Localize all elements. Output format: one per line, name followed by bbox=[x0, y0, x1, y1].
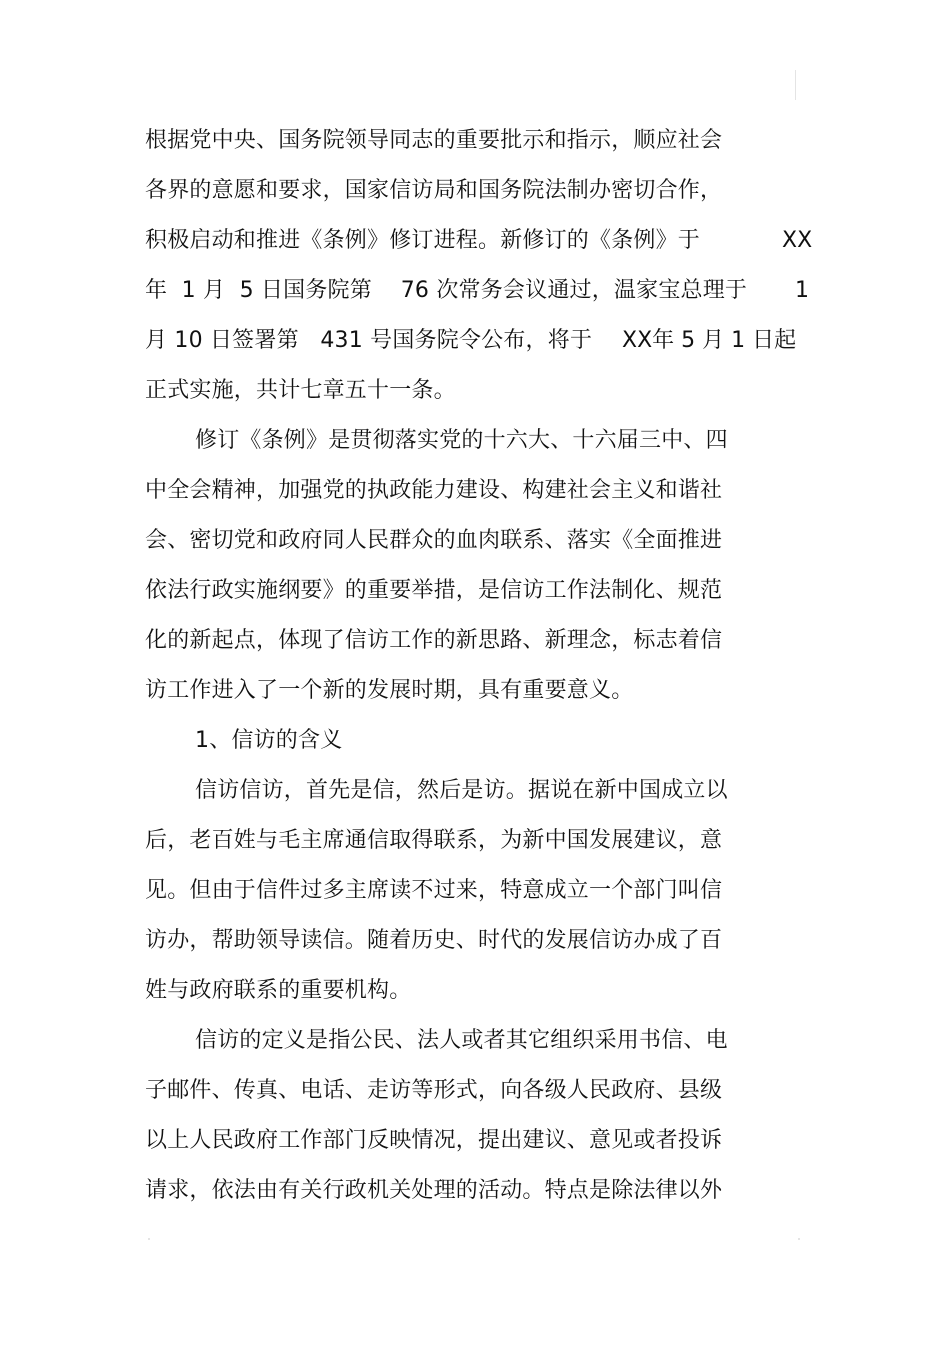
paragraph-1-line-1: 根据党中央、国务院领导同志的重要批示和指示，顺应社会 bbox=[145, 128, 723, 153]
paragraph-2-line-5: 化的新起点，体现了信访工作的新思路、新理念，标志着信 bbox=[145, 628, 723, 653]
page-footer-dot-left bbox=[148, 1238, 150, 1240]
paragraph-4-line-1: 信访的定义是指公民、法人或者其它组织采用书信、电 bbox=[195, 1028, 728, 1053]
paragraph-1-line-6: 正式实施，共计七章五十一条。 bbox=[145, 378, 456, 403]
paragraph-2-line-6: 访工作进入了一个新的发展时期，具有重要意义。 bbox=[145, 678, 634, 703]
paragraph-1-line-3: 积极启动和推进《条例》修订进程。新修订的《条例》于 bbox=[145, 228, 701, 253]
page-edge-mark bbox=[795, 70, 796, 100]
paragraph-1-line-4-end: 1 bbox=[795, 278, 809, 303]
section-heading: 1、信访的含义 bbox=[195, 728, 343, 753]
paragraph-1-line-2: 各界的意愿和要求，国家信访局和国务院法制办密切合作， bbox=[145, 178, 723, 203]
paragraph-3-line-4: 访办，帮助领导读信。随着历史、时代的发展信访办成了百 bbox=[145, 928, 723, 953]
paragraph-4-line-3: 以上人民政府工作部门反映情况，提出建议、意见或者投诉 bbox=[145, 1128, 723, 1153]
page-footer-dot-right bbox=[798, 1238, 800, 1240]
paragraph-1-line-5: 月 10 日签署第 431 号国务院令公布，将于 bbox=[145, 328, 593, 353]
paragraph-1-line-3-end: XX bbox=[782, 228, 813, 253]
paragraph-2-line-1: 修订《条例》是贯彻落实党的十六大、十六届三中、四 bbox=[195, 428, 728, 453]
paragraph-2-line-4: 依法行政实施纲要》的重要举措，是信访工作法制化、规范 bbox=[145, 578, 723, 603]
paragraph-1-line-4: 年 1 月 5 日国务院第 76 次常务会议通过，温家宝总理于 bbox=[145, 278, 748, 303]
paragraph-3-line-2: 后，老百姓与毛主席通信取得联系，为新中国发展建议，意 bbox=[145, 828, 723, 853]
paragraph-1-line-5-end: XX年 5 月 1 日起 bbox=[622, 328, 797, 353]
paragraph-3-line-1: 信访信访，首先是信，然后是访。据说在新中国成立以 bbox=[195, 778, 728, 803]
paragraph-3-line-5: 姓与政府联系的重要机构。 bbox=[145, 978, 412, 1003]
paragraph-4-line-2: 子邮件、传真、电话、走访等形式，向各级人民政府、县级 bbox=[145, 1078, 723, 1103]
paragraph-4-line-4: 请求，依法由有关行政机关处理的活动。特点是除法律以外 bbox=[145, 1178, 723, 1203]
paragraph-2-line-3: 会、密切党和政府同人民群众的血肉联系、落实《全面推进 bbox=[145, 528, 723, 553]
paragraph-2-line-2: 中全会精神，加强党的执政能力建设、构建社会主义和谐社 bbox=[145, 478, 723, 503]
paragraph-3-line-3: 见。但由于信件过多主席读不过来，特意成立一个部门叫信 bbox=[145, 878, 723, 903]
